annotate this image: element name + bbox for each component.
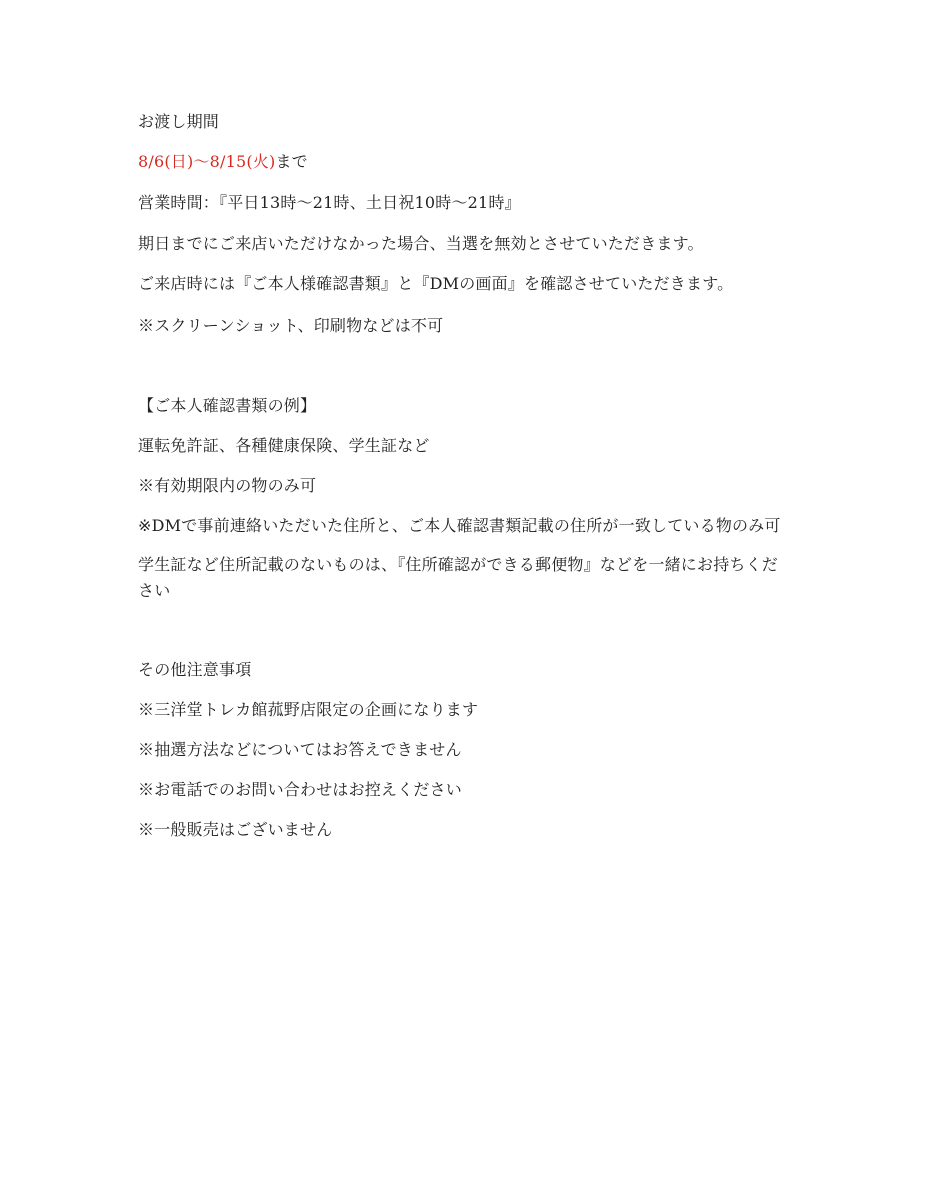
visit-verification-note: ご来店時には『ご本人様確認書類』と『DMの画面』を確認させていただきます。 <box>138 274 734 293</box>
delivery-period-dates: 8/6(日)～8/15(火) <box>138 152 276 171</box>
deadline-note: 期日までにご来店いただけなかった場合、当選を無効とさせていただきます。 <box>138 234 704 253</box>
id-document-examples: 運転免許証、各種健康保険、学生証など <box>138 436 430 455</box>
section-heading-delivery-period: お渡し期間 <box>138 112 220 131</box>
section-heading-other-notes: その他注意事項 <box>138 660 252 679</box>
student-id-note: 学生証など住所記載のないものは、『住所確認ができる郵便物』などを一緒にお持ちください <box>138 555 779 600</box>
section-heading-id-documents: 【ご本人確認書類の例】 <box>138 396 317 415</box>
other-note-item: ※抽選方法などについてはお答えできません <box>138 740 462 759</box>
delivery-period-suffix: まで <box>275 152 308 171</box>
other-note-item: ※お電話でのお問い合わせはお控えください <box>138 780 463 799</box>
other-note-item: ※三洋堂トレカ館菰野店限定の企画になります <box>138 700 479 719</box>
delivery-period-line <box>138 149 798 175</box>
address-match-note: ※DMで事前連絡いただいた住所と、ご本人確認書類記載の住所が一致している物のみ可 <box>138 516 781 535</box>
screenshot-not-allowed-note: ※スクリーンショット、印刷物などは不可 <box>138 316 444 335</box>
validity-note: ※有効期限内の物のみ可 <box>138 476 317 495</box>
other-note-item: ※一般販売はございません <box>138 820 333 839</box>
business-hours: 営業時間：『平日13時～21時、土日祝10時～21時』 <box>138 193 521 212</box>
